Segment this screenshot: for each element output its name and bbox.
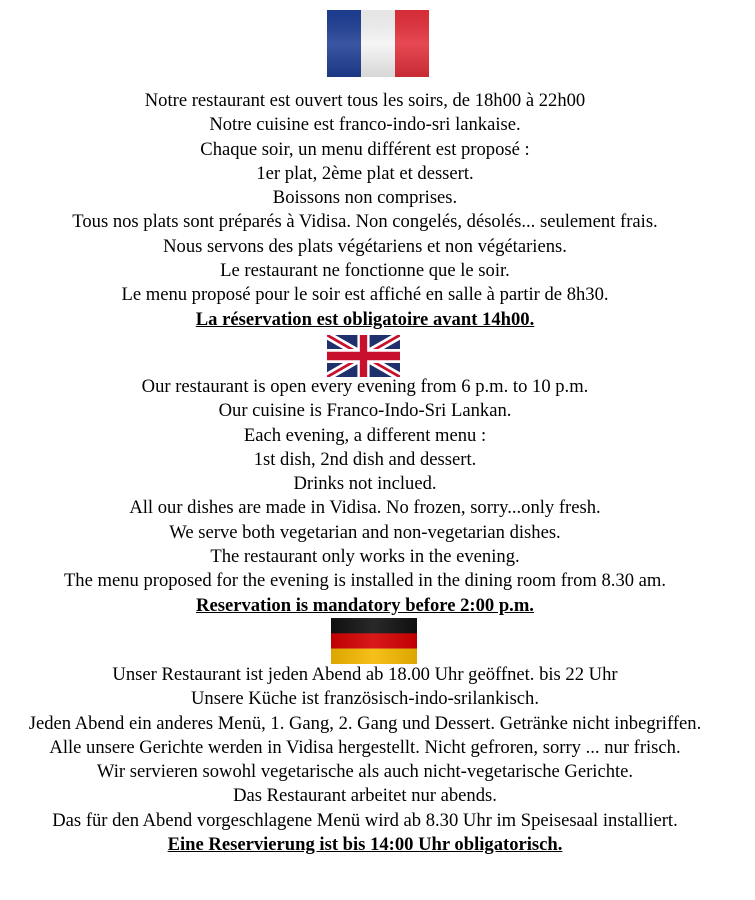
british-flag-icon bbox=[327, 335, 400, 377]
german-line: Wir servieren sowohl vegetarische als auch nicht-vegetarische Gerichte. bbox=[96, 761, 634, 783]
english-line: Drinks not inclued. bbox=[293, 473, 437, 495]
german-reservation-notice: Eine Reservierung ist bis 14:00 Uhr obligatorisch. bbox=[167, 834, 563, 856]
english-reservation-notice: Reservation is mandatory before 2:00 p.m. bbox=[196, 594, 534, 616]
french-line: Notre cuisine est franco-indo-sri lankaise. bbox=[209, 114, 521, 136]
english-line: Each evening, a different menu : bbox=[243, 424, 487, 446]
french-line: Notre restaurant est ouvert tous les soirs, de 18h00 à 22h00 bbox=[144, 90, 586, 111]
german-line: Alle unsere Gerichte werden in Vidisa hergestellt. Nicht gefroren, sorry ... nur frisch. bbox=[49, 736, 681, 758]
french-line: Le menu proposé pour le soir est affiché en salle à partir de 8h30. bbox=[121, 284, 609, 306]
french-reservation-notice: La réservation est obligatoire avant 14h00. bbox=[195, 308, 535, 330]
german-line: Jeden Abend ein anderes Menü, 1. Gang, 2. Gang und Dessert. Getränke nicht inbegriffen. bbox=[28, 712, 702, 734]
french-line: 1er plat, 2ème plat et dessert. bbox=[256, 162, 474, 184]
english-section bbox=[0, 375, 730, 618]
german-section bbox=[0, 663, 730, 857]
french-line: Chaque soir, un menu différent est proposé : bbox=[200, 138, 530, 160]
german-line: Das für den Abend vorgeschlagene Menü wird ab 8.30 Uhr im Speisesaal installiert. bbox=[52, 809, 678, 831]
french-line: Nous servons des plats végétariens et non végétariens. bbox=[163, 235, 567, 257]
french-section bbox=[0, 89, 730, 332]
french-line: Boissons non comprises. bbox=[272, 187, 458, 209]
german-line: Unsere Küche ist französisch-indo-srilankisch. bbox=[190, 688, 539, 710]
english-line: We serve both vegetarian and non-vegetarian dishes. bbox=[169, 521, 561, 543]
french-flag-icon bbox=[327, 10, 429, 77]
german-flag-icon bbox=[331, 618, 417, 664]
english-line: Our restaurant is open every evening from 6 p.m. to 10 p.m. bbox=[141, 376, 589, 397]
english-line: 1st dish, 2nd dish and dessert. bbox=[253, 448, 477, 470]
english-line: All our dishes are made in Vidisa. No frozen, sorry...only fresh. bbox=[129, 497, 601, 519]
french-line: Tous nos plats sont préparés à Vidisa. Non congelés, désolés... seulement frais. bbox=[72, 211, 658, 233]
english-line: The restaurant only works in the evening. bbox=[210, 546, 520, 568]
english-line: The menu proposed for the evening is installed in the dining room from 8.30 am. bbox=[63, 570, 667, 592]
english-line: Our cuisine is Franco-Indo-Sri Lankan. bbox=[218, 400, 512, 422]
german-line: Unser Restaurant ist jeden Abend ab 18.00 Uhr geöffnet. bis 22 Uhr bbox=[112, 664, 618, 685]
french-line: Le restaurant ne fonctionne que le soir. bbox=[220, 260, 510, 282]
german-line: Das Restaurant arbeitet nur abends. bbox=[233, 785, 497, 807]
